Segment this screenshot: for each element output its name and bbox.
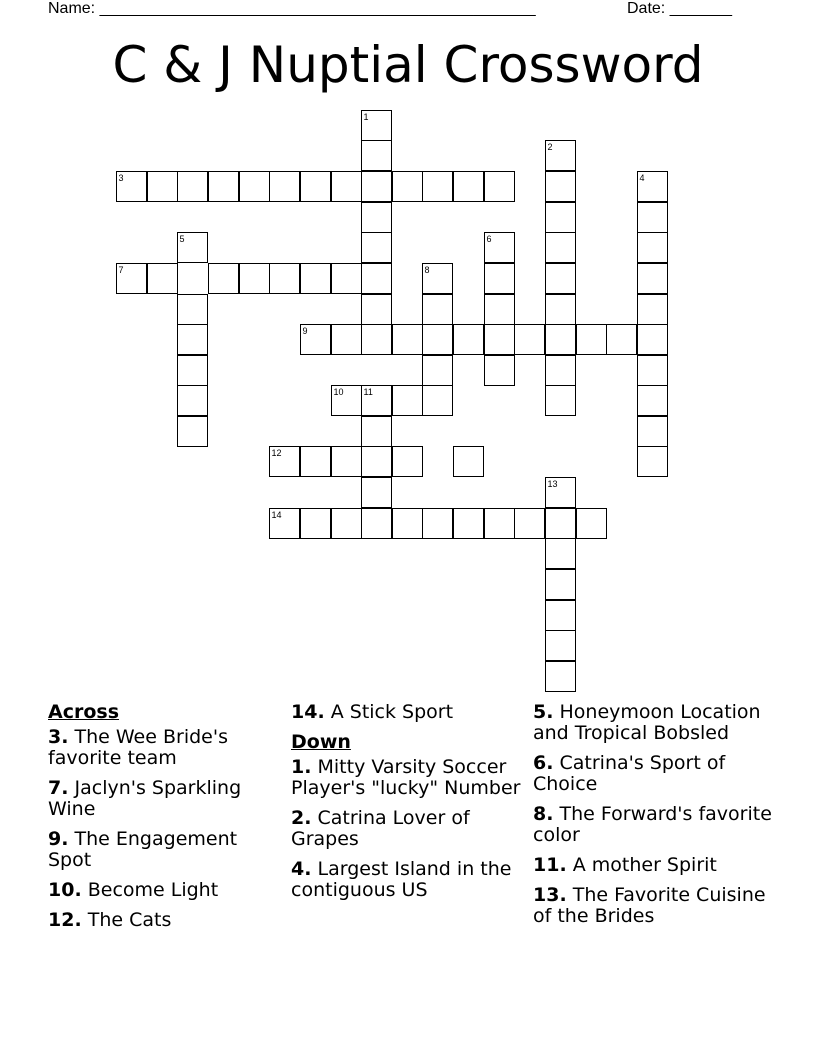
grid-cell[interactable] bbox=[392, 446, 423, 477]
grid-cell[interactable] bbox=[637, 355, 668, 386]
grid-cell[interactable] bbox=[545, 630, 576, 661]
grid-cell[interactable] bbox=[545, 294, 576, 325]
cell-number: 7 bbox=[118, 265, 124, 275]
clue-down-6: 6. Catrina's Sport of Choice bbox=[533, 752, 726, 795]
grid-cell[interactable] bbox=[300, 263, 331, 294]
name-label: Name: bbox=[48, 0, 96, 17]
clue-down-8: 8. The Forward's favorite color bbox=[533, 803, 772, 846]
clue-column-1 bbox=[48, 702, 278, 940]
grid-cell[interactable] bbox=[361, 477, 392, 508]
grid-cell[interactable] bbox=[177, 324, 208, 355]
grid-cell[interactable] bbox=[637, 202, 668, 233]
grid-cell[interactable] bbox=[422, 385, 453, 416]
clue-across-10: 10. Become Light bbox=[48, 879, 219, 901]
grid-cell[interactable] bbox=[208, 263, 239, 294]
cell-number: 4 bbox=[639, 173, 645, 183]
clue-down-2: 2. Catrina Lover of Grapes bbox=[291, 807, 470, 850]
grid-cell[interactable] bbox=[177, 355, 208, 386]
grid-cell[interactable] bbox=[361, 324, 392, 355]
cell-number: 11 bbox=[363, 387, 373, 397]
date-label: Date: bbox=[627, 0, 666, 17]
grid-cell[interactable] bbox=[422, 294, 453, 325]
cell-number: 2 bbox=[547, 142, 553, 152]
clue-across-14: 14. A Stick Sport bbox=[291, 701, 454, 723]
grid-cell[interactable] bbox=[361, 263, 392, 294]
grid-cell[interactable] bbox=[453, 508, 484, 539]
down-heading: Down bbox=[291, 731, 351, 753]
cell-number: 8 bbox=[424, 265, 430, 275]
grid-cell[interactable] bbox=[484, 171, 515, 202]
grid-cell[interactable] bbox=[514, 324, 545, 355]
grid-cell[interactable] bbox=[331, 446, 362, 477]
grid-cell[interactable] bbox=[300, 171, 331, 202]
date-line: _______ bbox=[669, 0, 732, 17]
grid-cell[interactable] bbox=[484, 508, 515, 539]
grid-cell[interactable] bbox=[422, 355, 453, 386]
grid-cell[interactable] bbox=[576, 324, 607, 355]
grid-cell[interactable] bbox=[361, 508, 392, 539]
grid-cell[interactable] bbox=[331, 171, 362, 202]
grid-cell[interactable] bbox=[422, 324, 453, 355]
grid-cell[interactable] bbox=[239, 171, 270, 202]
grid-cell[interactable] bbox=[300, 508, 331, 539]
grid-cell[interactable] bbox=[484, 355, 515, 386]
cell-number: 12 bbox=[271, 448, 282, 458]
grid-cell[interactable] bbox=[545, 508, 576, 539]
grid-cell[interactable] bbox=[637, 324, 668, 355]
grid-cell[interactable] bbox=[453, 324, 484, 355]
grid-cell[interactable] bbox=[637, 263, 668, 294]
clue-down-11: 11. A mother Spirit bbox=[533, 854, 717, 876]
clue-column-3 bbox=[533, 702, 773, 936]
name-line: _________________________________________________ bbox=[99, 0, 536, 17]
grid-cell[interactable] bbox=[484, 294, 515, 325]
grid-cell[interactable] bbox=[422, 171, 453, 202]
grid-cell[interactable] bbox=[545, 538, 576, 569]
cell-number: 10 bbox=[333, 387, 344, 397]
cell-number: 1 bbox=[363, 112, 369, 122]
grid-cell[interactable] bbox=[147, 171, 178, 202]
grid-cell[interactable] bbox=[545, 355, 576, 386]
grid-cell[interactable] bbox=[637, 446, 668, 477]
grid-cell[interactable] bbox=[545, 600, 576, 631]
grid-cell[interactable] bbox=[361, 416, 392, 447]
grid-cell[interactable] bbox=[361, 232, 392, 263]
grid-cell[interactable] bbox=[637, 232, 668, 263]
grid-cell[interactable] bbox=[269, 171, 300, 202]
grid-cell[interactable] bbox=[484, 324, 515, 355]
grid-cell[interactable] bbox=[392, 324, 423, 355]
grid-cell[interactable] bbox=[545, 385, 576, 416]
grid-cell[interactable] bbox=[361, 294, 392, 325]
across-heading: Across bbox=[48, 701, 120, 723]
grid-cell[interactable] bbox=[361, 140, 392, 171]
grid-cell[interactable] bbox=[300, 446, 331, 477]
grid-cell[interactable] bbox=[453, 171, 484, 202]
grid-cell[interactable] bbox=[177, 294, 208, 325]
cell-number: 9 bbox=[302, 326, 308, 336]
grid-cell[interactable] bbox=[392, 171, 423, 202]
grid-cell[interactable] bbox=[576, 508, 607, 539]
grid-cell[interactable] bbox=[637, 385, 668, 416]
grid-cell[interactable] bbox=[331, 324, 362, 355]
clue-across-12: 12. The Cats bbox=[48, 909, 172, 931]
cell-number: 13 bbox=[547, 479, 558, 489]
clue-down-4: 4. Largest Island in the contiguous US bbox=[291, 858, 512, 901]
cell-number: 14 bbox=[271, 510, 282, 520]
cell-number: 5 bbox=[179, 234, 185, 244]
grid-cell[interactable] bbox=[239, 263, 270, 294]
grid-cell[interactable] bbox=[453, 446, 484, 477]
grid-cell[interactable] bbox=[545, 569, 576, 600]
grid-cell[interactable] bbox=[361, 171, 392, 202]
grid-cell[interactable] bbox=[606, 324, 637, 355]
cell-number: 3 bbox=[118, 173, 124, 183]
grid-cell[interactable] bbox=[147, 263, 178, 294]
grid-cell[interactable] bbox=[422, 508, 453, 539]
grid-cell[interactable] bbox=[361, 446, 392, 477]
grid-cell[interactable] bbox=[545, 324, 576, 355]
grid-cell[interactable] bbox=[177, 416, 208, 447]
clue-column-2 bbox=[291, 702, 523, 910]
clue-across-7: 7. Jaclyn's Sparkling Wine bbox=[48, 777, 242, 820]
grid-cell[interactable] bbox=[331, 263, 362, 294]
grid-cell[interactable] bbox=[545, 263, 576, 294]
grid-cell[interactable] bbox=[361, 202, 392, 233]
page-title: C & J Nuptial Crossword bbox=[112, 36, 704, 94]
clue-across-3: 3. The Wee Bride's favorite team bbox=[48, 726, 228, 769]
grid-cell[interactable] bbox=[545, 232, 576, 263]
grid-cell[interactable] bbox=[269, 263, 300, 294]
grid-cell[interactable] bbox=[545, 171, 576, 202]
clue-down-13: 13. The Favorite Cuisine of the Brides bbox=[533, 884, 766, 927]
grid-cell[interactable] bbox=[208, 171, 239, 202]
grid-cell[interactable] bbox=[637, 416, 668, 447]
grid-cell[interactable] bbox=[392, 385, 423, 416]
grid-cell[interactable] bbox=[637, 294, 668, 325]
cell-number: 6 bbox=[486, 234, 492, 244]
grid-cell[interactable] bbox=[177, 171, 208, 202]
clue-down-5: 5. Honeymoon Location and Tropical Bobsled bbox=[533, 701, 761, 744]
clue-down-1: 1. Mitty Varsity Soccer Player's "lucky" Number bbox=[291, 756, 521, 799]
grid-cell[interactable] bbox=[514, 508, 545, 539]
grid-cell[interactable] bbox=[177, 385, 208, 416]
grid-cell[interactable] bbox=[545, 661, 576, 692]
grid-cell[interactable] bbox=[484, 263, 515, 294]
grid-cell[interactable] bbox=[331, 508, 362, 539]
clue-across-9: 9. The Engagement Spot bbox=[48, 828, 238, 871]
grid-cell[interactable] bbox=[392, 508, 423, 539]
grid-cell[interactable] bbox=[545, 202, 576, 233]
